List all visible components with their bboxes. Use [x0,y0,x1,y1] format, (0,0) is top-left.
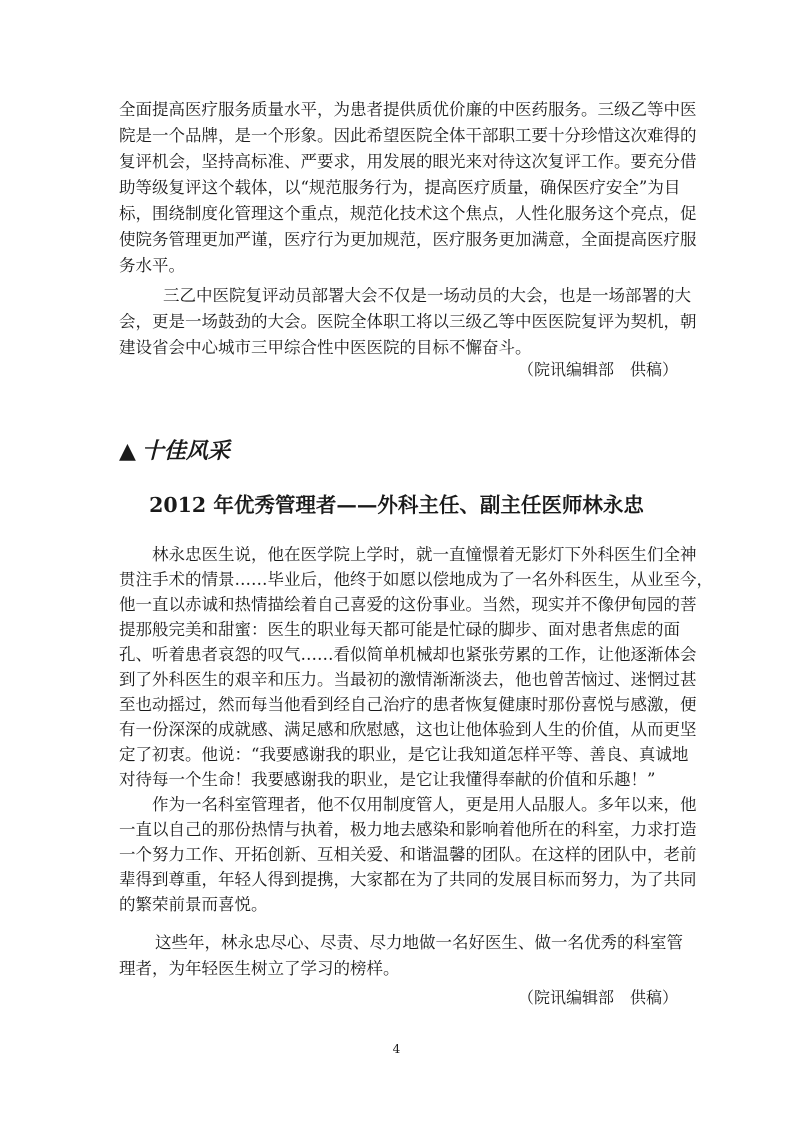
text-line: 至也动摇过，然而每当他看到经自己治疗的患者恢复健康时那份喜悦与感激，便 [119,695,697,714]
text-line: 务水平。 [119,256,185,275]
text-line: 助等级复评这个载体，以“规范服务行为，提高医疗质量，确保医疗安全”为目 [119,178,681,197]
text-line: 贯注手术的情景……毕业后，他终于如愿以偿地成为了一名外科医生，从业至今， [119,570,713,589]
triangle-marker-icon: ▲ [119,439,136,464]
article-title: 2012 年优秀管理者——外科主任、副主任医师林永忠 [149,493,644,517]
text-line: 建设省会中心城市三甲综合性中医医院的目标不懈奋斗。 [119,338,532,357]
article-credit: （院讯编辑部 供稿） [518,988,679,1007]
section-heading [119,434,230,465]
text-line: 这些年，林永忠尽心、尽责、尽力地做一名好医生、做一名优秀的科室管 [155,933,683,952]
text-line: 辈得到尊重，年轻人得到提携，大家都在为了共同的发展目标而努力，为了共同 [119,870,697,889]
text-line: 的繁荣前景而喜悦。 [119,895,268,914]
page-number: 4 [392,1042,401,1056]
text-line: 他一直以赤诚和热情描绘着自己喜爱的这份事业。当然，现实并不像伊甸园的菩 [119,595,697,614]
text-line: 提那般完美和甜蜜：医生的职业每天都可能是忙碌的脚步、面对患者焦虑的面 [119,620,680,639]
text-line: 一直以自己的那份热情与执着，极力地去感染和影响着他所在的科室，力求打造 [119,820,697,839]
text-line: 到了外科医生的艰辛和压力。当最初的激情渐渐淡去，他也曾苦恼过、迷惘过甚 [119,670,697,689]
text-line: 三乙中医院复评动员部署大会不仅是一场动员的大会，也是一场部署的大 [163,286,691,305]
text-line: 全面提高医疗服务质量水平，为患者提供质优价廉的中医药服务。三级乙等中医 [119,100,697,119]
text-line: 复评机会，坚持高标准、严要求，用发展的眼光来对待这次复评工作。要充分借 [119,152,697,171]
text-line: 对待每一个生命！我要感谢我的职业，是它让我懂得奉献的价值和乐趣！” [119,770,656,789]
text-line: 孔、听着患者哀怨的叹气……看似简单机械却也紧张劳累的工作，让他逐渐体会 [119,645,697,664]
text-line: 院是一个品牌，是一个形象。因此希望医院全体干部职工要十分珍惜这次难得的 [119,126,697,145]
text-line: 作为一名科室管理者，他不仅用制度管人，更是用人品服人。多年以来，他 [152,795,697,814]
top-credit: （院讯编辑部 供稿） [518,360,679,379]
text-line: 林永忠医生说，他在医学院上学时，就一直憧憬着无影灯下外科医生们全神 [152,545,697,564]
text-line: 有一份深深的成就感、满足感和欣慰感，这也让他体验到人生的价值，从而更坚 [119,720,697,739]
text-line: 标，围绕制度化管理这个重点，规范化技术这个焦点，人性化服务这个亮点，促 [119,204,697,223]
text-line: 使院务管理更加严谨，医疗行为更加规范，医疗服务更加满意，全面提高医疗服 [119,230,697,249]
text-line: 理者，为年轻医生树立了学习的榜样。 [119,959,400,978]
text-line: 定了初衷。他说：“我要感谢我的职业，是它让我知道怎样平等、善良、真诚地 [119,745,689,764]
text-line: 一个努力工作、开拓创新、互相关爱、和谐温馨的团队。在这样的团队中，老前 [119,845,697,864]
text-line: 会，更是一场鼓劲的大会。医院全体职工将以三级乙等中医医院复评为契机，朝 [119,312,697,331]
section-heading-title: 十佳风采 [141,439,230,464]
